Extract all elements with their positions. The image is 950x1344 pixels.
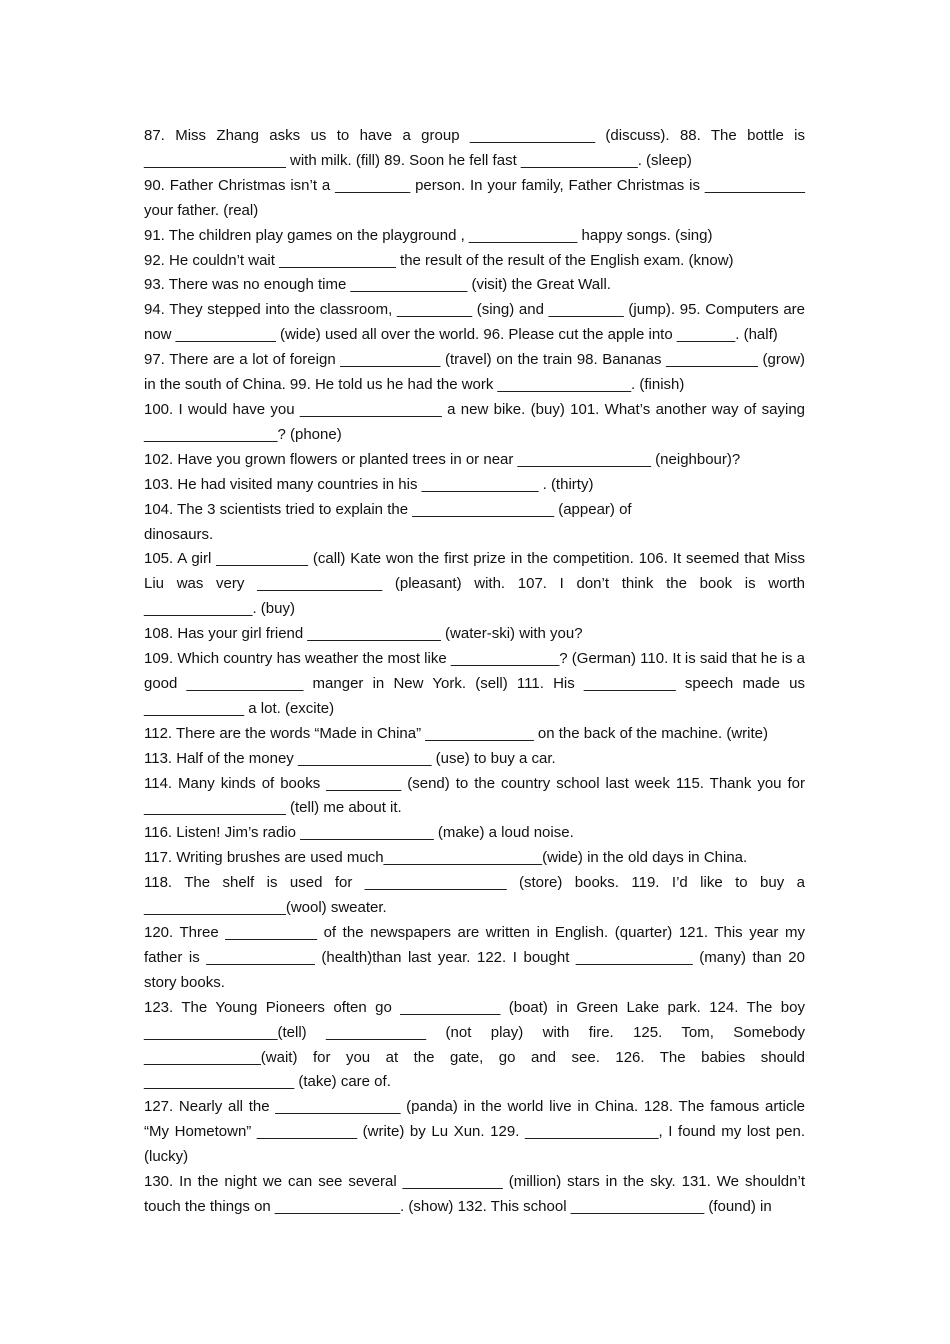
exercise-paragraph-16: 112. There are the words “Made in China” _____________ on the back of the machine. (write)	[144, 724, 768, 742]
exercise-paragraph-22: 120. Three ___________ of the newspapers are written in English. (quarter) 121. This year my father is _____________ (health)than last year. 122. I bought ______________ (many) than 20 story books.	[144, 924, 805, 991]
exercise-paragraph-18: 114. Many kinds of books _________ (send) to the country school last week 115. Thank you for _________________ (tell) me about it.	[144, 774, 805, 817]
exercise-paragraph-11: 104. The 3 scientists tried to explain the _________________ (appear) of	[144, 500, 632, 518]
exercise-paragraph-4: 92. He couldn’t wait ______________ the result of the result of the English exam. (know)	[144, 251, 734, 269]
exercise-paragraph-19: 116. Listen! Jim’s radio ________________ (make) a loud noise.	[144, 824, 574, 842]
exercise-paragraph-15: 109. Which country has weather the most like _____________? (German) 110. It is said that he is a good ______________ manger in New York. (sell) 111. His ___________ speech made us ____________ a lot. (excite)	[144, 650, 805, 717]
exercise-paragraph-14: 108. Has your girl friend ________________ (water-ski) with you?	[144, 625, 583, 643]
exercise-paragraph-24: 127. Nearly all the _______________ (panda) in the world live in China. 128. The famous article “My Hometown” ____________ (write) by Lu Xun. 129. ________________, I found my lost pen. (lucky)	[144, 1098, 805, 1166]
exercise-paragraph-17: 113. Half of the money ________________ (use) to buy a car.	[144, 749, 556, 767]
exercise-paragraph-13: 105. A girl ___________ (call) Kate won the first prize in the competition. 106. It seemed that Miss Liu was very _______________ (pleasant) with. 107. I don’t think the book is worth _____________. (buy)	[144, 550, 805, 618]
exercise-paragraph-20: 117. Writing brushes are used much___________________(wide) in the old days in China.	[144, 849, 748, 867]
exercise-paragraph-6: 94. They stepped into the classroom, _________ (sing) and _________ (jump). 95. Computers are now ____________ (wide) used all over the world. 96. Please cut the apple into _______. (half)	[144, 301, 805, 344]
exercise-paragraph-10: 103. He had visited many countries in his ______________ . (thirty)	[144, 475, 594, 493]
exercise-paragraph-7: 97. There are a lot of foreign ____________ (travel) on the train 98. Bananas ___________ (grow) in the south of China. 99. He told us he had the work ________________. (finish)	[144, 351, 805, 394]
exercise-paragraph-12: dinosaurs.	[144, 525, 214, 543]
exercise-paragraph-2: 90. Father Christmas isn’t a _________ person. In your family, Father Christmas is ____________ your father. (real)	[144, 176, 805, 219]
exercise-paragraph-23: 123. The Young Pioneers often go ____________ (boat) in Green Lake park. 124. The boy ________________(tell) ____________ (not play) with fire. 125. Tom, Somebody ______________(wait) for you at the gate, go and see. 126. The babies should __________________ (take) care of.	[144, 998, 805, 1091]
exercise-paragraph-8: 100. I would have you _________________ a new bike. (buy) 101. What’s another way of saying ________________? (phone)	[144, 400, 805, 443]
exercise-paragraph-1: 87. Miss Zhang asks us to have a group _______________ (discuss). 88. The bottle is _________________ with milk. (fill) 89. Soon he fell fast ______________. (sleep)	[144, 127, 805, 169]
exercise-paragraph-3: 91. The children play games on the playground , _____________ happy songs. (sing)	[144, 226, 713, 244]
exercise-paragraph-5: 93. There was no enough time ______________ (visit) the Great Wall.	[144, 276, 611, 294]
exercise-paragraph-25: 130. In the night we can see several ____________ (million) stars in the sky. 131. We shouldn’t touch the things on _______________. (show) 132. This school ________________ (found) in	[144, 1173, 805, 1215]
exercise-paragraph-9: 102. Have you grown flowers or planted trees in or near ________________ (neighbour)?	[144, 450, 741, 468]
exercise-text	[144, 124, 805, 1220]
exercise-paragraph-21: 118. The shelf is used for _________________ (store) books. 119. I’d like to buy a _________________(wool) sweater.	[144, 874, 805, 917]
